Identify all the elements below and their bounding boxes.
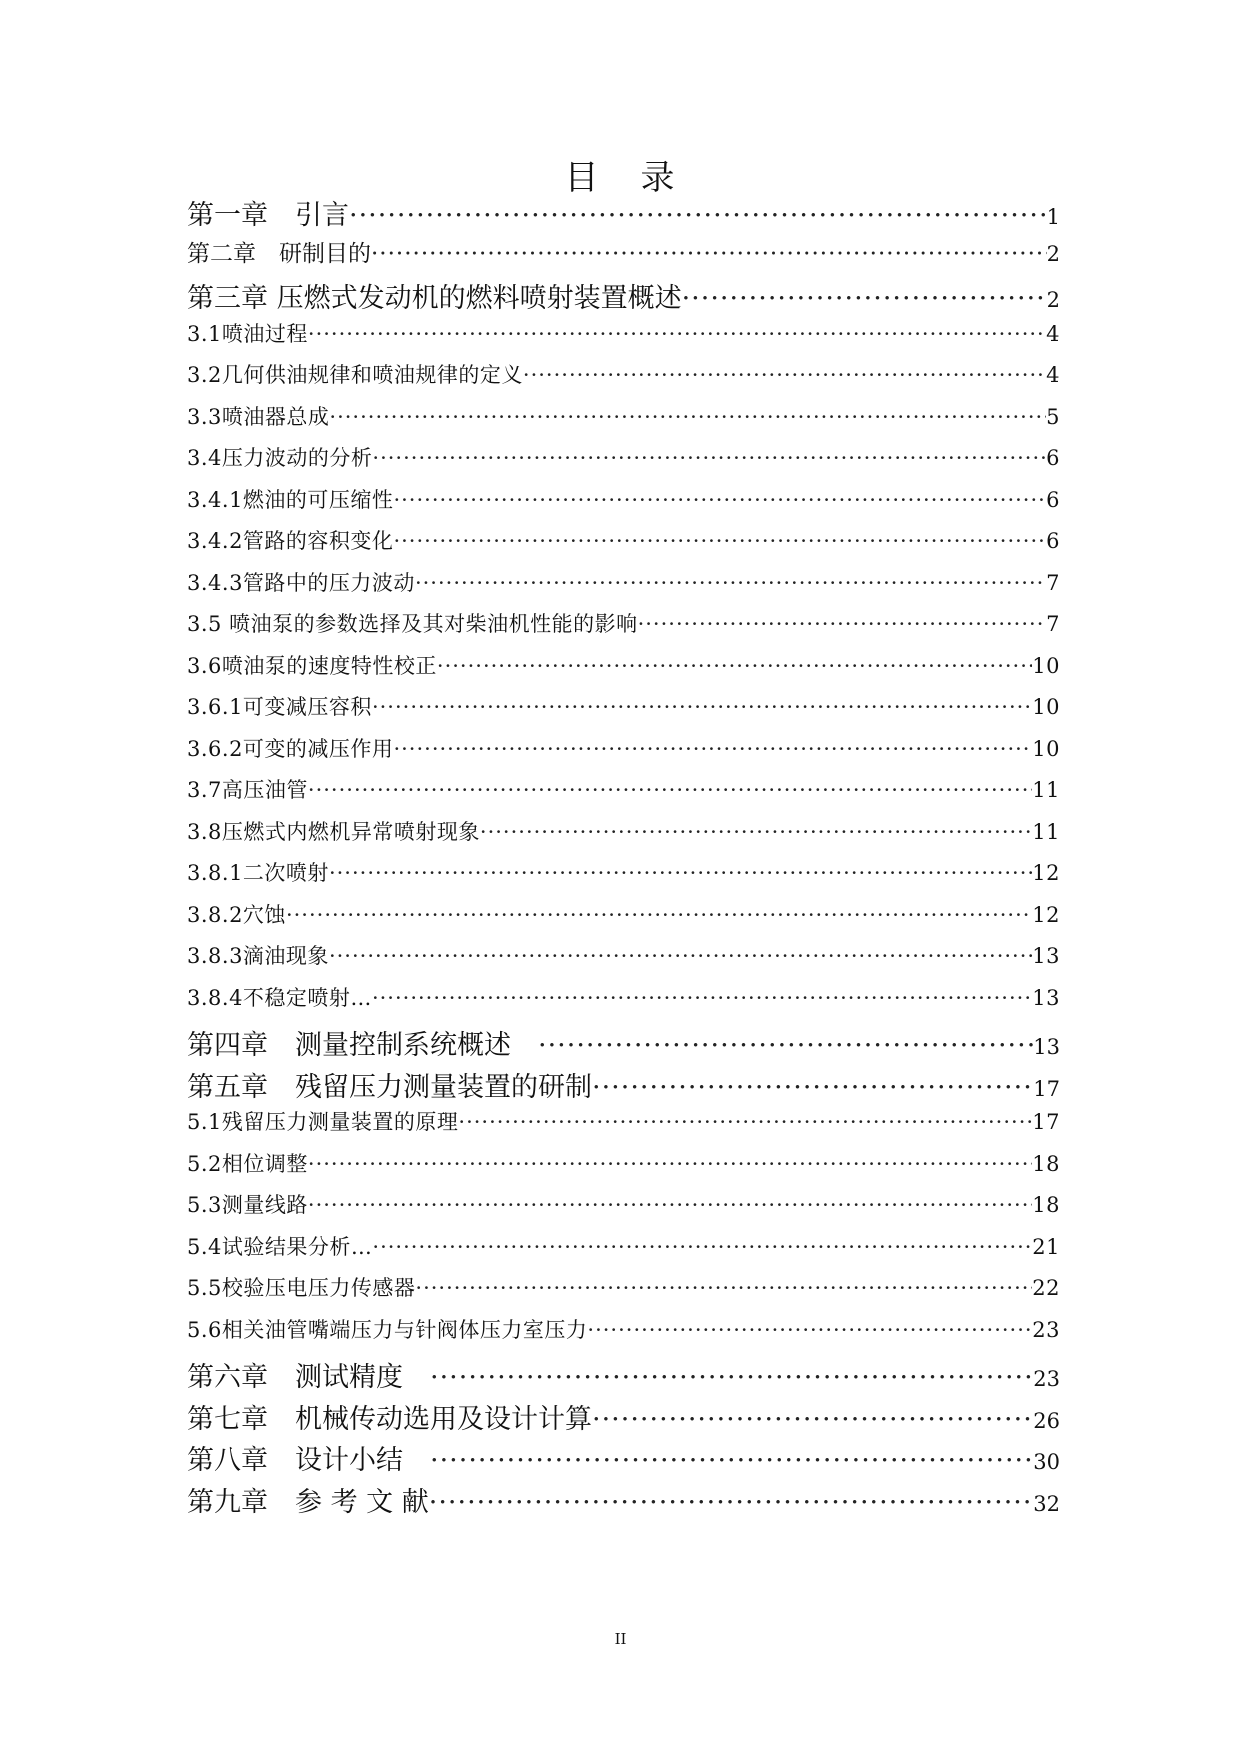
toc-entry-page: 22 bbox=[1032, 1276, 1060, 1300]
toc-dot-leader bbox=[372, 1235, 1032, 1259]
toc-entry bbox=[187, 940, 1060, 982]
toc-dot-leader bbox=[430, 1362, 1033, 1393]
toc-dot-leader bbox=[523, 363, 1046, 387]
toc-entry bbox=[187, 733, 1060, 775]
toc-entry bbox=[187, 1438, 1060, 1480]
toc-entry bbox=[187, 1106, 1060, 1148]
toc-entry-label: 第二章 研制目的 bbox=[187, 240, 371, 267]
toc-dot-leader bbox=[393, 737, 1032, 761]
toc-entry-label: 3.3喷油器总成 bbox=[187, 404, 330, 429]
toc-entry-page: 11 bbox=[1032, 778, 1060, 802]
toc-entry-label: 3.7高压油管 bbox=[187, 778, 308, 802]
page-number: II bbox=[614, 1630, 627, 1648]
toc-entry-label: 5.5校验压电压力传感器 bbox=[187, 1276, 416, 1300]
toc-dot-leader bbox=[286, 903, 1032, 927]
toc-entry-page: 23 bbox=[1032, 1317, 1060, 1342]
toc-entry-page: 18 bbox=[1032, 1151, 1060, 1176]
toc-entry-label: 第一章 引言 bbox=[187, 200, 349, 231]
toc-entry-label: 3.4.1燃油的可压缩性 bbox=[187, 487, 394, 512]
toc-entry-page: 2 bbox=[1046, 288, 1060, 312]
toc-entry-page: 1 bbox=[1046, 205, 1060, 229]
toc-entry-page: 10 bbox=[1032, 736, 1060, 761]
toc-entry-label: 3.4压力波动的分析 bbox=[187, 446, 373, 470]
toc-entry bbox=[187, 359, 1060, 401]
toc-dot-leader bbox=[437, 654, 1032, 678]
toc-entry-page: 18 bbox=[1032, 1193, 1060, 1217]
toc-entry-page: 10 bbox=[1032, 695, 1060, 719]
toc-dot-leader bbox=[587, 1318, 1032, 1342]
toc-dot-leader bbox=[372, 695, 1032, 719]
toc-dot-leader bbox=[329, 405, 1046, 429]
toc-entry bbox=[187, 982, 1060, 1024]
toc-entry bbox=[187, 1272, 1060, 1314]
toc-entry-label: 第四章 测量控制系统概述 bbox=[187, 1030, 538, 1061]
toc-entry bbox=[187, 1314, 1060, 1356]
toc-entry-label: 3.6喷油泵的速度特性校正 bbox=[187, 653, 437, 678]
toc-dot-leader bbox=[349, 200, 1047, 231]
toc-entry bbox=[187, 1480, 1060, 1522]
toc-dot-leader bbox=[638, 612, 1047, 636]
toc-entry bbox=[187, 276, 1060, 318]
toc-entry bbox=[187, 691, 1060, 733]
toc-entry-page: 10 bbox=[1032, 653, 1060, 678]
toc-entry-page: 17 bbox=[1032, 1110, 1060, 1134]
toc-entry-label: 第三章 压燃式发动机的燃料喷射装置概述 bbox=[187, 283, 682, 314]
toc-entry bbox=[187, 608, 1060, 650]
toc-dot-leader bbox=[308, 1152, 1032, 1176]
toc-entry-page: 11 bbox=[1032, 819, 1060, 844]
toc-entry-label: 3.8.1二次喷射 bbox=[187, 861, 329, 885]
toc-entry-label: 5.2相位调整 bbox=[187, 1151, 308, 1176]
toc-entry-page: 2 bbox=[1046, 241, 1060, 266]
toc-dot-leader bbox=[430, 1445, 1033, 1476]
toc-entry-page: 5 bbox=[1046, 404, 1060, 429]
toc-dot-leader bbox=[592, 1404, 1033, 1435]
toc-entry-label: 3.8.3滴油现象 bbox=[187, 944, 329, 968]
toc-entry-label: 5.3测量线路 bbox=[187, 1193, 308, 1217]
toc-entry bbox=[187, 816, 1060, 858]
toc-entry-page: 32 bbox=[1033, 1491, 1060, 1516]
toc-dot-leader bbox=[371, 241, 1047, 267]
toc-entry-label: 3.8压燃式内燃机异常喷射现象 bbox=[187, 819, 480, 844]
toc-entry bbox=[187, 1065, 1060, 1107]
toc-entry-page: 30 bbox=[1033, 1450, 1060, 1474]
toc-dot-leader bbox=[393, 529, 1046, 553]
toc-entry-label: 3.6.2可变的减压作用 bbox=[187, 736, 394, 761]
toc-entry-page: 4 bbox=[1046, 363, 1060, 387]
toc-entry-page: 13 bbox=[1033, 1035, 1060, 1059]
toc-dot-leader bbox=[538, 1030, 1033, 1061]
toc-entry-page: 4 bbox=[1046, 321, 1060, 346]
toc-entry bbox=[187, 1397, 1060, 1439]
toc-entry-page: 12 bbox=[1032, 861, 1060, 885]
toc-entry-label: 3.4.3管路中的压力波动 bbox=[187, 570, 415, 595]
toc-entry bbox=[187, 857, 1060, 899]
toc-entry-page: 7 bbox=[1046, 612, 1060, 636]
toc-entry-label: 3.5 喷油泵的参数选择及其对柴油机性能的影响 bbox=[187, 612, 638, 636]
toc-dot-leader bbox=[308, 778, 1032, 802]
toc-entry bbox=[187, 774, 1060, 816]
toc-entry-label: 第九章 参 考 文 献 bbox=[187, 1486, 429, 1518]
toc-entry bbox=[187, 401, 1060, 443]
toc-list bbox=[187, 193, 1060, 1521]
toc-dot-leader bbox=[308, 1193, 1032, 1217]
toc-dot-leader bbox=[415, 1276, 1032, 1300]
toc-title bbox=[0, 150, 1241, 199]
toc-entry bbox=[187, 1023, 1060, 1065]
toc-entry-label: 5.6相关油管嘴端压力与针阀体压力室压力 bbox=[187, 1317, 588, 1342]
toc-entry-page: 17 bbox=[1033, 1076, 1060, 1101]
toc-entry-label: 第七章 机械传动选用及设计计算 bbox=[187, 1403, 592, 1435]
toc-dot-leader bbox=[393, 488, 1046, 512]
toc-entry-label: 第五章 残留压力测量装置的研制 bbox=[187, 1071, 592, 1103]
toc-dot-leader bbox=[682, 283, 1047, 314]
toc-dot-leader bbox=[329, 944, 1032, 968]
toc-dot-leader bbox=[592, 1072, 1033, 1103]
toc-title-char-2: 录 bbox=[640, 158, 677, 198]
toc-entry-label: 3.8.4不稳定喷射… bbox=[187, 985, 372, 1010]
toc-entry-label: 3.2几何供油规律和喷油规律的定义 bbox=[187, 363, 523, 387]
toc-dot-leader bbox=[329, 861, 1032, 885]
toc-entry-page: 13 bbox=[1032, 985, 1060, 1010]
toc-dot-leader bbox=[372, 986, 1032, 1010]
toc-dot-leader bbox=[415, 571, 1046, 595]
toc-entry-page: 6 bbox=[1046, 487, 1060, 512]
toc-dot-leader bbox=[480, 820, 1032, 844]
toc-dot-leader bbox=[429, 1487, 1034, 1518]
toc-entry-label: 3.4.2管路的容积变化 bbox=[187, 529, 394, 553]
toc-entry-page: 21 bbox=[1032, 1234, 1060, 1259]
toc-entry-label: 5.1残留压力测量装置的原理 bbox=[187, 1110, 459, 1134]
toc-entry bbox=[187, 1355, 1060, 1397]
toc-entry bbox=[187, 193, 1060, 235]
toc-entry-page: 6 bbox=[1046, 529, 1060, 553]
toc-entry-page: 23 bbox=[1033, 1367, 1060, 1391]
toc-entry bbox=[187, 442, 1060, 484]
toc-entry-page: 12 bbox=[1032, 902, 1060, 927]
toc-entry bbox=[187, 1189, 1060, 1231]
toc-entry bbox=[187, 1231, 1060, 1273]
toc-entry bbox=[187, 899, 1060, 941]
toc-entry-label: 第八章 设计小结 bbox=[187, 1445, 430, 1476]
toc-dot-leader bbox=[372, 446, 1046, 470]
toc-entry bbox=[187, 318, 1060, 360]
toc-entry-page: 26 bbox=[1033, 1408, 1060, 1433]
toc-entry-page: 13 bbox=[1032, 944, 1060, 968]
toc-entry-page: 6 bbox=[1046, 446, 1060, 470]
toc-entry bbox=[187, 525, 1060, 567]
toc-entry bbox=[187, 650, 1060, 692]
toc-dot-leader bbox=[308, 322, 1046, 346]
toc-entry-label: 第六章 测试精度 bbox=[187, 1362, 430, 1393]
toc-entry bbox=[187, 235, 1060, 277]
toc-entry-label: 5.4试验结果分析… bbox=[187, 1234, 373, 1259]
toc-entry-label: 3.8.2穴蚀 bbox=[187, 902, 286, 927]
toc-entry-label: 3.6.1可变减压容积 bbox=[187, 695, 372, 719]
toc-entry bbox=[187, 1148, 1060, 1190]
toc-entry bbox=[187, 567, 1060, 609]
toc-entry-label: 3.1喷油过程 bbox=[187, 321, 308, 346]
toc-entry bbox=[187, 484, 1060, 526]
toc-title-char-1: 目 bbox=[564, 158, 601, 198]
toc-dot-leader bbox=[458, 1110, 1032, 1134]
toc-entry-page: 7 bbox=[1046, 570, 1060, 595]
